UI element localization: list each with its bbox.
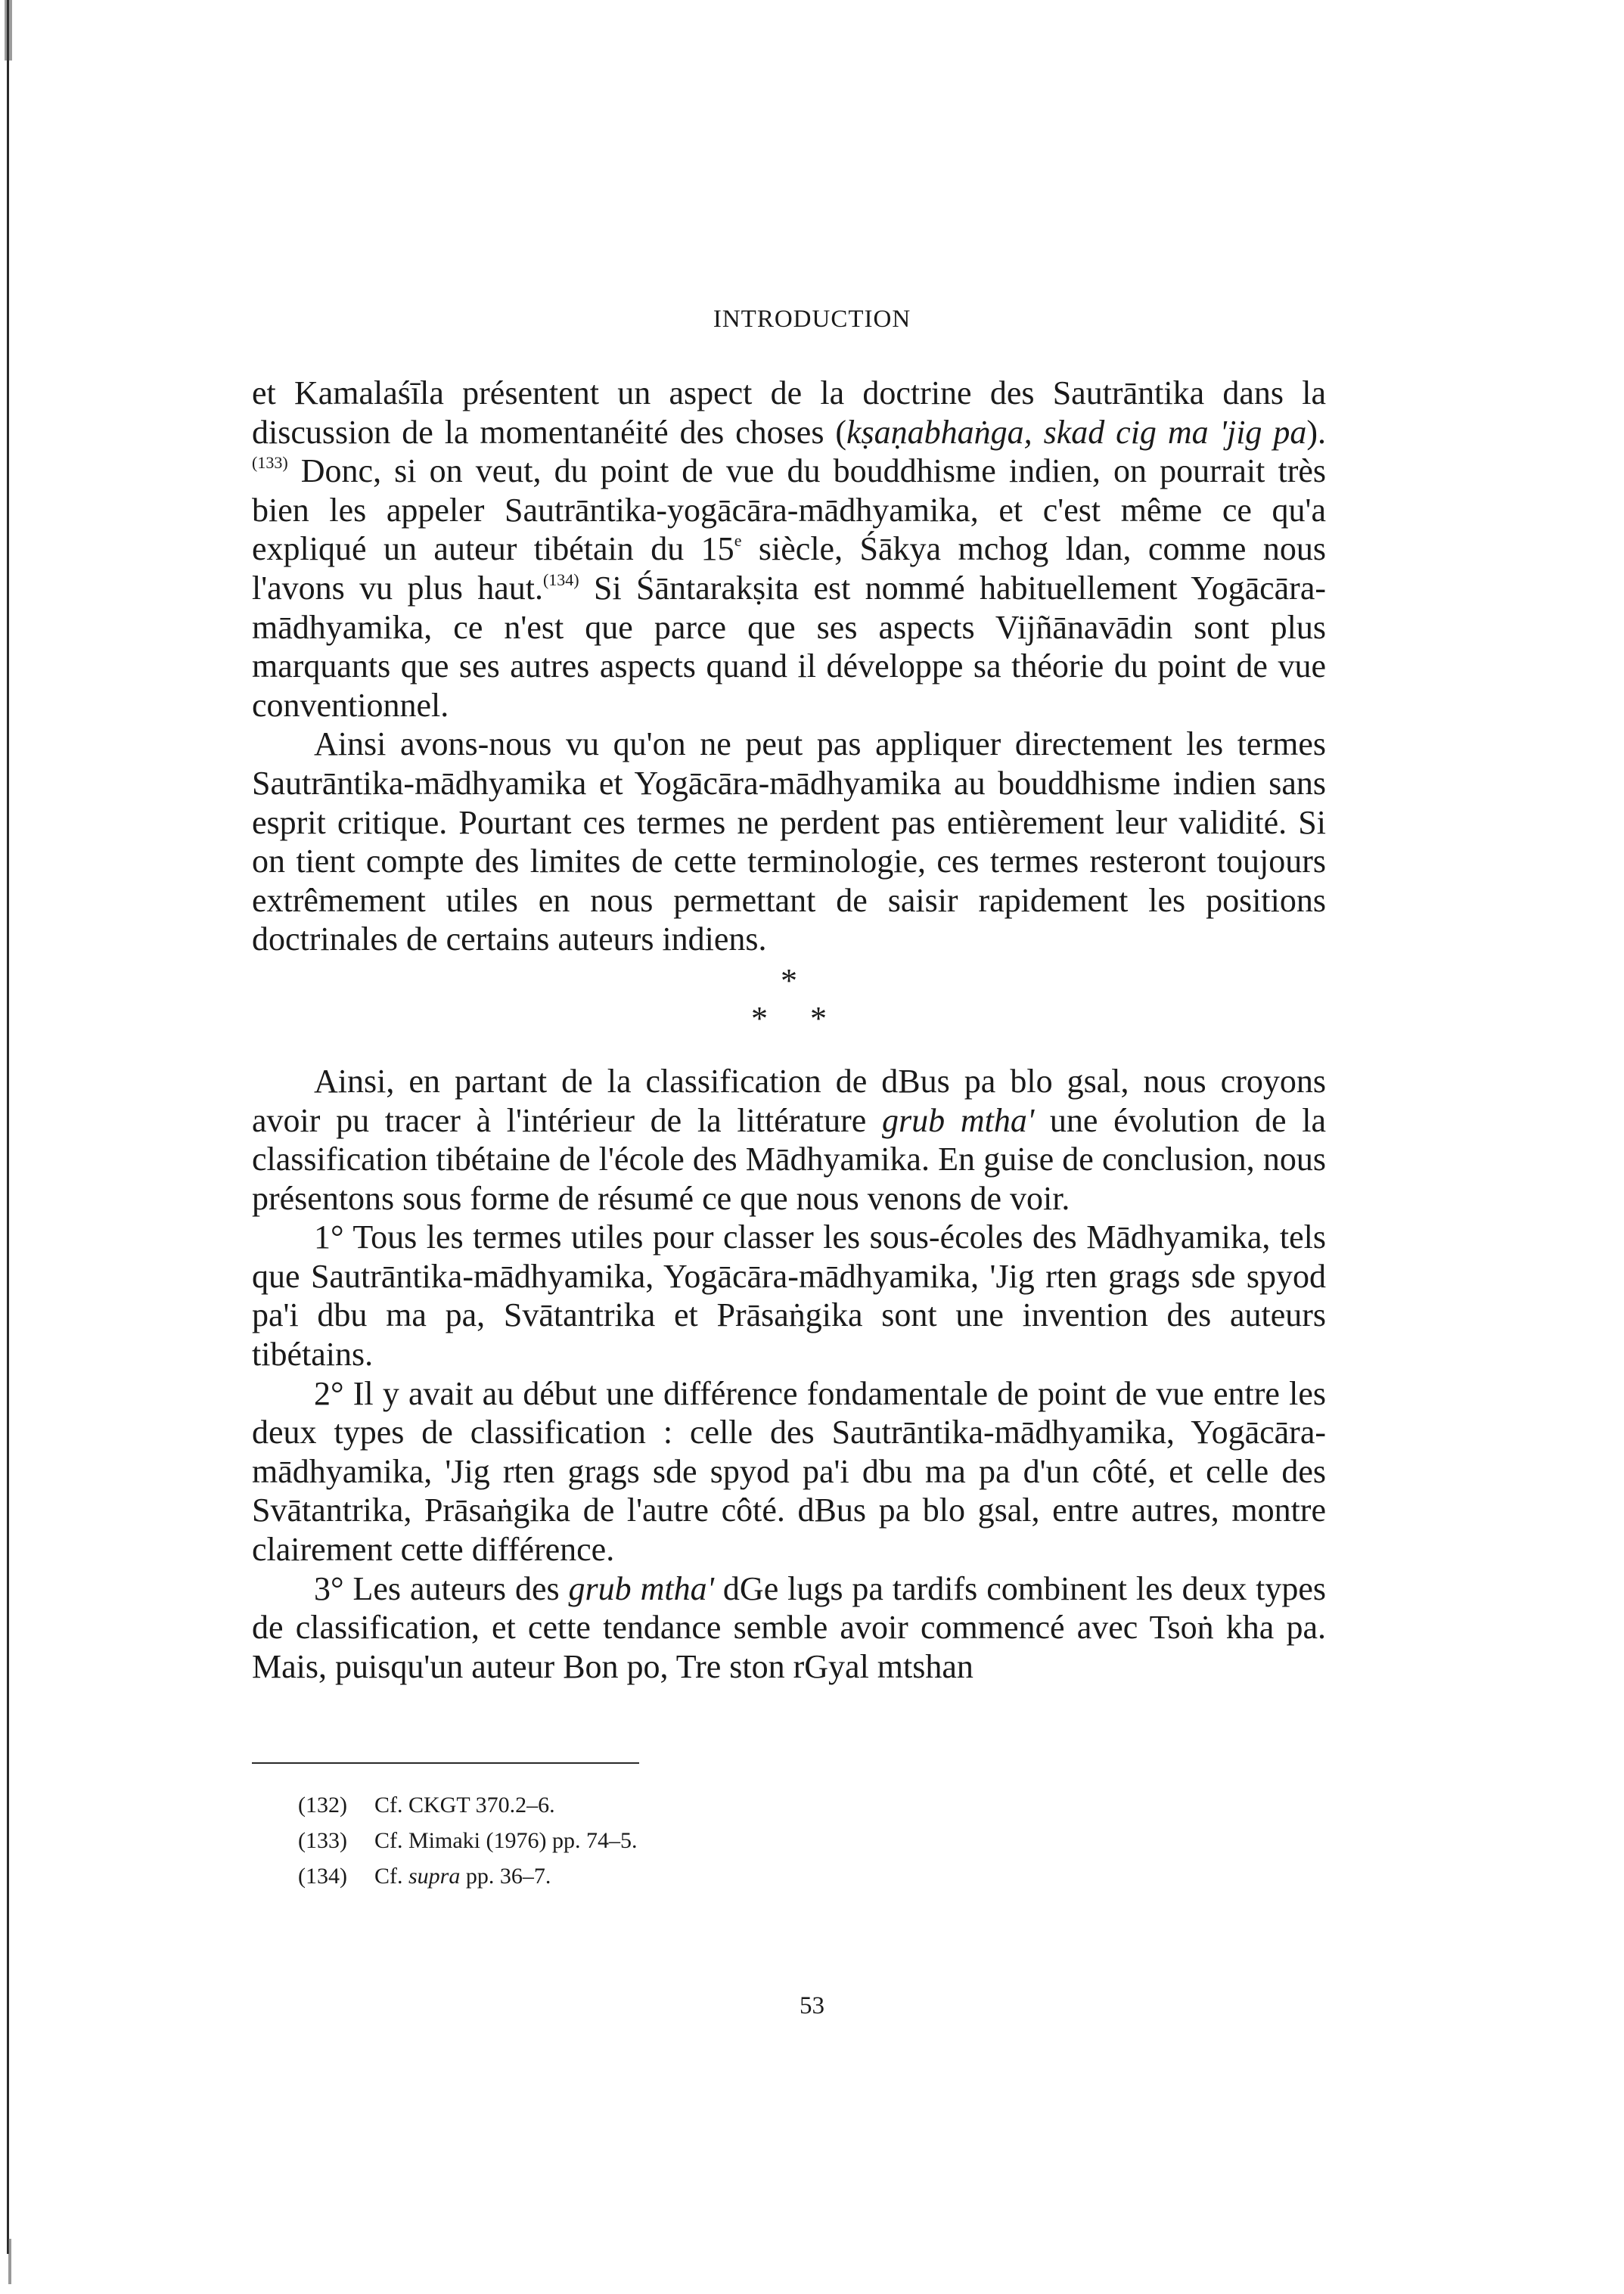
superscript-e: e: [734, 531, 742, 551]
footnote-item: (132) Cf. CKGT 370.2–6.: [298, 1793, 555, 1818]
section-separator: [252, 962, 1326, 1038]
footnote-item: (134) Cf. supra pp. 36–7.: [298, 1864, 551, 1889]
paragraph-4: 1° Tous les termes utiles pour classer les sous-écoles des Mādhyamika, tels que Sautrāntika-mādhyamika, Yogācāra-mādhyamika, 'Jig rten grags sde spyod pa'i dbu ma pa, Svātantrika et Prāsaṅgika sont une invention des auteurs tibétains.: [252, 1218, 1326, 1374]
page-number: 53: [800, 1992, 824, 2019]
footnotes: [298, 1787, 637, 1894]
footnote-item: (133) Cf. Mimaki (1976) pp. 74–5.: [298, 1828, 638, 1853]
paragraph-2: Ainsi avons-nous vu qu'on ne peut pas appliquer directement les termes Sautrāntika-mādhyamika et Yogācāra-mādhyamika au bouddhisme indien sans esprit critique. Pourtant ces termes ne perdent pas entièrement leur validité. Si on tient compte des limites de cette terminologie, ces termes resteront toujours extrêmement utiles en nous permettant de saisir rapidement les positions doctrinales de certains auteurs indiens.: [252, 725, 1326, 958]
paragraph-5: 2° Il y avait au début une différence fondamentale de point de vue entre les deux types de classification : celle des Sautrāntika-mādhyamika, Yogācāra-mādhyamika, 'Jig rten grags sde spyod pa'i dbu ma pa d'un côté, et celle des Svātantrika, Prāsaṅgika de l'autre côté. dBus pa blo gsal, entre autres, montre clairement cette différence.: [252, 1374, 1326, 1569]
running-head: INTRODUCTION: [713, 306, 911, 333]
footnote-ref-134: (134): [542, 570, 579, 589]
scan-edge: [5, 0, 12, 2294]
main-text: [252, 374, 1326, 1686]
paragraph-6: 3° Les auteurs des grub mtha' dGe lugs pa tardifs combinent les deux types de classification, et cette tendance semble avoir commencé avec Tsoṅ kha pa. Mais, puisqu'un auteur Bon po, Tre ston rGyal mtshan: [252, 1569, 1326, 1685]
footnote-rule: [252, 1762, 639, 1764]
paragraph-3: Ainsi, en partant de la classification de dBus pa blo gsal, nous croyons avoir pu tracer à l'intérieur de la littérature grub mtha' une évolution de la classification tibétaine de l'école des Mādhyamika. En guise de conclusion, nous présentons sous forme de résumé ce que nous venons de voir.: [252, 1062, 1326, 1217]
separator-star-top: *: [781, 961, 797, 999]
paragraph-1: et Kamalaśīla présentent un aspect de la doctrine des Sautrāntika dans la discussion de la momentanéité des choses (kṣaṇabhaṅga, skad cig ma 'jig pa).$^{(133)}$ Donc, si on veut, du point de vue du bouddhisme indien, on pourrait très bien les appeler Sautrāntika-yogācāra-mādhyamika, et c'est même ce qu'a expliqué un auteur tibétain du 15e siècle, Śākya mchog ldan, comme nous l'avons vu plus haut.$^{(134)}$ Si Śāntarakṣita est nommé habituellement Yogācāra-mādhyamika, ce n'est que parce que ses aspects Vijñānavādin sont plus marquants que ses autres aspects quand il développe sa théorie du point de vue conventionnel.: [252, 374, 1327, 724]
separator-star-left: *: [751, 999, 768, 1037]
separator-star-right: *: [810, 999, 827, 1037]
footnote-ref-133: (133): [252, 453, 288, 473]
